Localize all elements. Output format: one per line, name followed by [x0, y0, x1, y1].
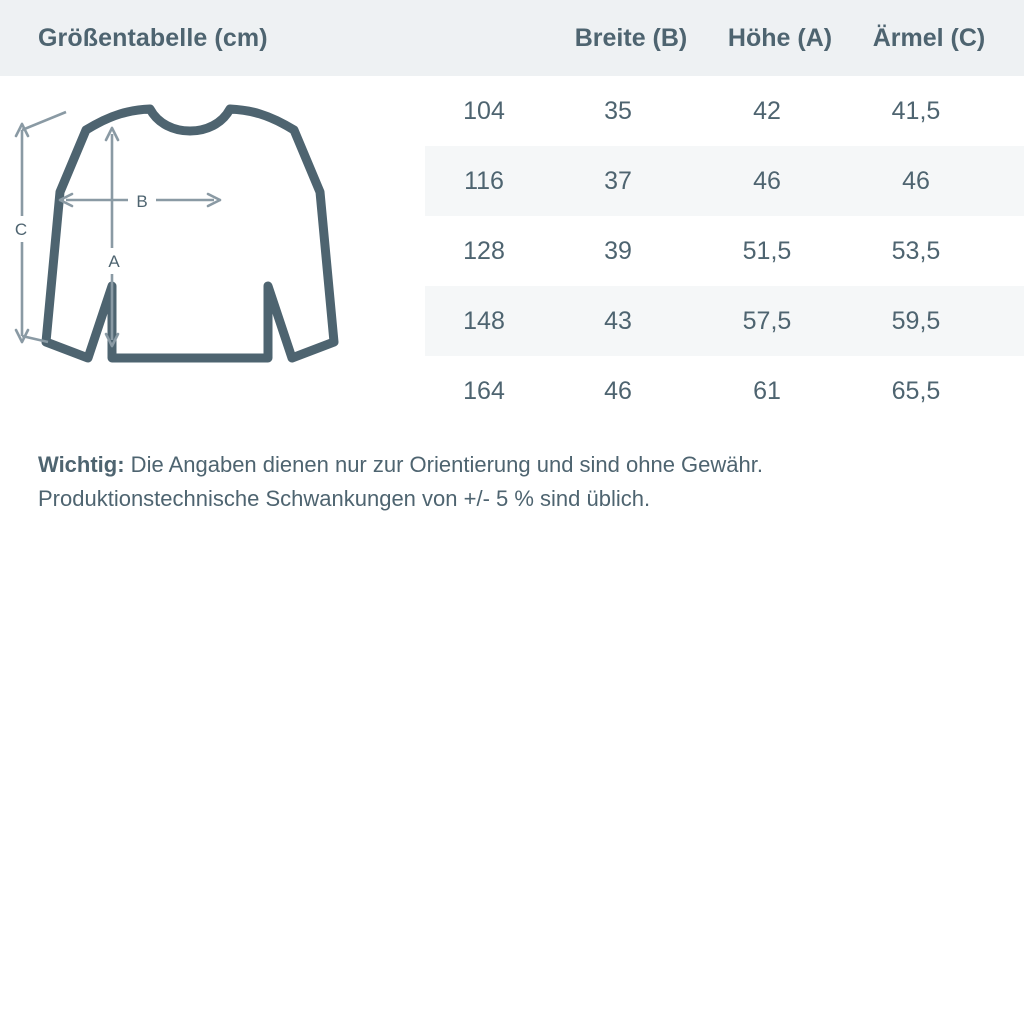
cell-height: 46	[753, 166, 781, 195]
size-chart-body	[0, 76, 1024, 426]
cell-sleeve: 46	[902, 166, 930, 195]
table-row	[425, 76, 1024, 146]
column-header-width: Breite (B)	[574, 23, 688, 52]
cell-size: 104	[463, 96, 505, 125]
pullover-diagram	[0, 76, 425, 385]
cell-height: 57,5	[742, 306, 792, 335]
cell-width: 37	[604, 166, 632, 195]
label-b: B	[136, 192, 148, 211]
column-headers	[438, 24, 1004, 53]
pullover-illustration-svg	[0, 90, 400, 380]
page-title: Größentabelle (cm)	[38, 23, 268, 52]
table-row	[425, 216, 1024, 286]
cell-width: 46	[604, 376, 632, 405]
cell-height: 61	[753, 376, 781, 405]
cell-size: 128	[463, 236, 505, 265]
measurements-table	[425, 76, 1024, 426]
table-row	[425, 286, 1024, 356]
cell-height: 51,5	[742, 236, 792, 265]
cell-size: 116	[464, 166, 504, 195]
cell-width: 39	[604, 236, 632, 265]
cell-sleeve: 53,5	[891, 236, 941, 265]
footnote	[0, 426, 1024, 516]
table-row	[425, 146, 1024, 216]
footnote-line-2: Produktionstechnische Schwankungen von +/- 5 % sind üblich.	[38, 486, 651, 511]
size-chart-header	[0, 0, 1024, 76]
cell-size: 148	[463, 306, 505, 335]
cell-size: 164	[463, 376, 505, 405]
cell-sleeve: 41,5	[891, 96, 941, 125]
cell-width: 43	[604, 306, 632, 335]
footnote-text-1: Die Angaben dienen nur zur Orientierung und sind ohne Gewähr.	[124, 452, 763, 477]
label-a: A	[108, 252, 120, 271]
footnote-line-1	[38, 448, 984, 482]
label-c: C	[14, 220, 28, 239]
table-row	[425, 356, 1024, 426]
column-header-height: Höhe (A)	[727, 23, 833, 52]
cell-width: 35	[604, 96, 632, 125]
column-header-sleeve: Ärmel (C)	[872, 23, 986, 52]
cell-sleeve: 65,5	[891, 376, 941, 405]
cell-height: 42	[753, 96, 781, 125]
cell-sleeve: 59,5	[891, 306, 941, 335]
footnote-lead: Wichtig:	[38, 452, 125, 477]
